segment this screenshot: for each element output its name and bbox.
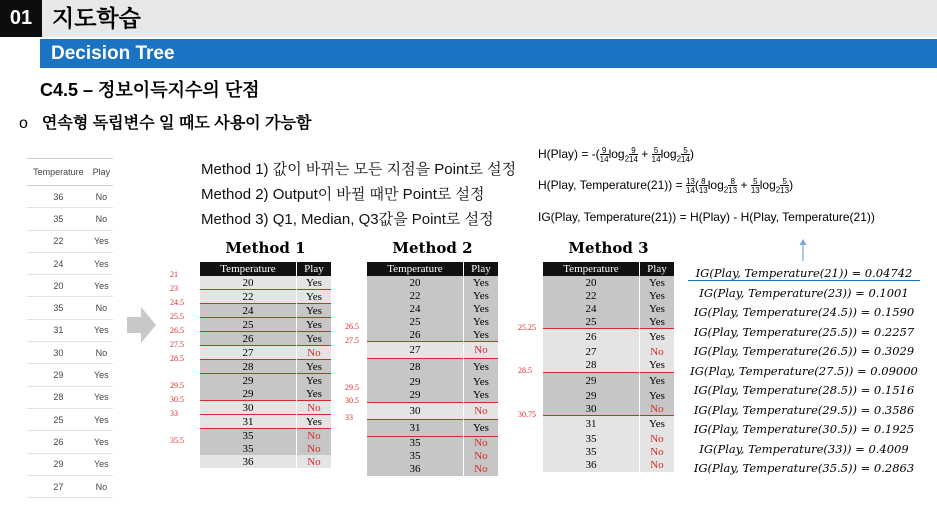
temperature-cell: 22: [200, 290, 296, 304]
temperature-cell: 26: [367, 328, 463, 342]
play-cell: No: [296, 455, 331, 468]
table-row: [200, 455, 331, 468]
temperature-cell: 22: [367, 289, 463, 302]
temperature-cell: 28: [543, 359, 639, 373]
raw-data-table: [27, 158, 113, 498]
table-row: [200, 276, 331, 290]
play-cell: No: [463, 436, 498, 450]
play-cell: Yes: [463, 359, 498, 376]
temperature-cell: 29: [543, 372, 639, 389]
temperature-cell: 24: [543, 302, 639, 315]
bullet-text: 연속형 독립변수 일 때도 사용이 가능함: [41, 115, 312, 132]
temperature-cell: 20: [27, 275, 90, 297]
col-header: Play: [639, 262, 674, 276]
ig-value: IG(Play, Temperature(33)) = 0.4009: [699, 441, 909, 456]
ig-value: IG(Play, Temperature(29.5)) = 0.3586: [693, 402, 915, 417]
table-row: [200, 429, 331, 443]
threshold-label: 29.5: [345, 383, 359, 392]
threshold-label: 33: [170, 409, 178, 418]
play-cell: No: [90, 297, 113, 319]
play-cell: No: [639, 459, 674, 472]
play-cell: Yes: [90, 408, 113, 430]
table-row: [200, 387, 331, 401]
table-row: [27, 319, 113, 341]
temperature-cell: 30: [200, 401, 296, 415]
play-cell: Yes: [90, 252, 113, 274]
temperature-cell: 30: [27, 342, 90, 364]
ig-value: IG(Play, Temperature(21)) = 0.04742: [688, 266, 920, 281]
play-cell: Yes: [463, 328, 498, 342]
play-cell: Yes: [90, 275, 113, 297]
temperature-cell: 31: [200, 415, 296, 429]
play-cell: Yes: [639, 276, 674, 289]
table-row: [27, 453, 113, 475]
table-row: [27, 208, 113, 230]
table-row: [200, 374, 331, 388]
table-row: [543, 459, 674, 472]
temperature-cell: 26: [27, 431, 90, 453]
temperature-cell: 30: [367, 402, 463, 419]
table-row: [543, 416, 674, 433]
play-cell: No: [296, 442, 331, 455]
table-row: [27, 364, 113, 386]
temperature-cell: 35: [367, 450, 463, 463]
table-row: [367, 463, 498, 476]
h-play-temp-formula: H(Play, Temperature(21)) = $\frac{13}{14}(\frac{8}{13}\log_2\frac{8}{13} + \frac{5}{13}\log_2\frac{5}{13})$: [538, 177, 794, 195]
play-cell: Yes: [463, 289, 498, 302]
table-row: [27, 475, 113, 497]
method-2-title: Method 2: [392, 239, 473, 257]
table-row: [543, 433, 674, 446]
play-cell: No: [90, 186, 113, 208]
table-row: [27, 230, 113, 252]
temperature-cell: 31: [543, 416, 639, 433]
table-row: [367, 376, 498, 389]
col-header: Play: [296, 262, 331, 276]
table-row: [543, 402, 674, 416]
table-row: [27, 386, 113, 408]
temperature-cell: 36: [200, 455, 296, 468]
temperature-cell: 35: [27, 208, 90, 230]
table-row: [200, 318, 331, 332]
h-play-formula: H(Play) = $-(\frac{9}{14}\log_2\frac{9}{14} + \frac{5}{14}\log_2\frac{5}{14})$: [538, 146, 694, 164]
temperature-cell: 35: [200, 442, 296, 455]
play-cell: Yes: [296, 290, 331, 304]
method-1-text: Method 1) 값이 바뀌는 모든 지점을 Point로 설정: [201, 161, 517, 178]
table-row: [543, 276, 674, 289]
threshold-label: 26.5: [170, 326, 184, 335]
table-row: [543, 372, 674, 389]
play-cell: Yes: [90, 364, 113, 386]
play-cell: Yes: [296, 304, 331, 318]
play-cell: No: [639, 446, 674, 459]
right-arrow-icon: [127, 305, 157, 345]
table-row: [367, 276, 498, 289]
threshold-label: 25.25: [518, 323, 536, 332]
temperature-cell: 29: [27, 453, 90, 475]
temperature-cell: 22: [543, 289, 639, 302]
ig-value: IG(Play, Temperature(30.5)) = 0.1925: [693, 422, 915, 436]
temperature-cell: 29: [200, 387, 296, 401]
play-cell: Yes: [90, 230, 113, 252]
method-1-title: Method 1: [225, 239, 306, 257]
play-cell: Yes: [90, 386, 113, 408]
play-cell: Yes: [639, 289, 674, 302]
threshold-label: 23: [170, 284, 178, 293]
play-cell: No: [90, 208, 113, 230]
bullet-marker: o: [19, 115, 28, 132]
play-cell: No: [90, 475, 113, 497]
play-cell: Yes: [90, 431, 113, 453]
temperature-cell: 20: [367, 276, 463, 289]
table-row: [200, 360, 331, 374]
table-row: [200, 332, 331, 346]
temperature-cell: 30: [543, 402, 639, 416]
play-cell: Yes: [463, 419, 498, 436]
play-cell: Yes: [296, 374, 331, 388]
table-row: [367, 289, 498, 302]
method-1-table: [200, 262, 331, 468]
table-row: [200, 401, 331, 415]
table-row: [367, 342, 498, 359]
temperature-cell: 22: [27, 230, 90, 252]
section-number: 01: [0, 0, 42, 37]
ig-definition: IG(Play, Temperature(21)) = H(Play) - H(Play, Temperature(21)): [538, 210, 875, 224]
play-cell: Yes: [90, 319, 113, 341]
temperature-cell: 35: [27, 297, 90, 319]
col-header: Temperature: [367, 262, 463, 276]
col-header-play: Play: [90, 159, 113, 186]
ig-value: IG(Play, Temperature(24.5)) = 0.1590: [693, 305, 915, 319]
temperature-cell: 29: [367, 389, 463, 403]
threshold-label: 33: [345, 413, 353, 422]
method-3-title: Method 3: [568, 239, 649, 257]
table-row: [200, 346, 331, 360]
play-cell: Yes: [639, 416, 674, 433]
temperature-cell: 28: [200, 360, 296, 374]
play-cell: No: [296, 401, 331, 415]
temperature-cell: 36: [27, 186, 90, 208]
ig-value: IG(Play, Temperature(23)) = 0.1001: [699, 285, 909, 300]
table-row: [543, 302, 674, 315]
play-cell: Yes: [296, 360, 331, 374]
col-header: Temperature: [200, 262, 296, 276]
play-cell: No: [296, 429, 331, 443]
threshold-label: 25.5: [170, 312, 184, 321]
method-2-table: [367, 262, 498, 476]
table-row: [27, 186, 113, 208]
col-header: Temperature: [543, 262, 639, 276]
col-header: Play: [463, 262, 498, 276]
threshold-label: 24.5: [170, 298, 184, 307]
play-cell: Yes: [639, 302, 674, 315]
table-row: [367, 328, 498, 342]
temperature-cell: 25: [200, 318, 296, 332]
subheader-bar: Decision Tree: [40, 39, 937, 68]
table-row: [543, 289, 674, 302]
temperature-cell: 36: [543, 459, 639, 472]
threshold-label: 28.5: [518, 366, 532, 375]
play-cell: No: [463, 463, 498, 476]
temperature-cell: 25: [27, 408, 90, 430]
method-3-text: Method 3) Q1, Median, Q3값을 Point로 설정: [201, 211, 494, 228]
threshold-label: 30.5: [345, 396, 359, 405]
table-row: [543, 315, 674, 329]
play-cell: Yes: [639, 389, 674, 402]
temperature-cell: 24: [27, 252, 90, 274]
play-cell: Yes: [639, 315, 674, 329]
table-row: [367, 315, 498, 328]
threshold-label: 21: [170, 270, 178, 279]
temperature-cell: 26: [543, 329, 639, 346]
table-row: [367, 436, 498, 450]
col-header-temperature: Temperature: [27, 159, 90, 186]
threshold-label: 28.5: [170, 354, 184, 363]
table-row: [367, 302, 498, 315]
temperature-cell: 28: [27, 386, 90, 408]
ig-value: IG(Play, Temperature(26.5)) = 0.3029: [693, 344, 915, 358]
temperature-cell: 31: [367, 419, 463, 436]
temperature-cell: 26: [200, 332, 296, 346]
table-row: [200, 442, 331, 455]
play-cell: Yes: [296, 415, 331, 429]
play-cell: No: [463, 450, 498, 463]
play-cell: No: [639, 433, 674, 446]
table-row: [367, 450, 498, 463]
temperature-cell: 36: [367, 463, 463, 476]
temperature-cell: 35: [367, 436, 463, 450]
temperature-cell: 31: [27, 319, 90, 341]
play-cell: Yes: [463, 389, 498, 403]
play-cell: Yes: [463, 276, 498, 289]
temperature-cell: 29: [367, 376, 463, 389]
table-row: [543, 389, 674, 402]
threshold-label: 26.5: [345, 322, 359, 331]
temperature-cell: 29: [200, 374, 296, 388]
play-cell: Yes: [296, 318, 331, 332]
play-cell: No: [463, 402, 498, 419]
play-cell: No: [90, 342, 113, 364]
ig-value: IG(Play, Temperature(28.5)) = 0.1516: [693, 383, 915, 397]
play-cell: Yes: [639, 372, 674, 389]
method-3-table: [543, 262, 674, 472]
threshold-label: 35.5: [170, 436, 184, 445]
table-row: [27, 408, 113, 430]
temperature-cell: 27: [543, 346, 639, 359]
table-row: [27, 252, 113, 274]
play-cell: Yes: [90, 453, 113, 475]
up-arrow-icon: [797, 238, 809, 262]
table-row: [543, 446, 674, 459]
play-cell: No: [639, 346, 674, 359]
play-cell: No: [296, 346, 331, 360]
temperature-cell: 35: [200, 429, 296, 443]
threshold-label: 30.5: [170, 395, 184, 404]
bullet-line: [19, 110, 311, 133]
play-cell: Yes: [639, 359, 674, 373]
temperature-cell: 27: [367, 342, 463, 359]
temperature-cell: 29: [543, 389, 639, 402]
table-row: [367, 419, 498, 436]
play-cell: Yes: [296, 332, 331, 346]
table-row: [367, 359, 498, 376]
play-cell: Yes: [639, 329, 674, 346]
ig-value: IG(Play, Temperature(27.5)) = 0.09000: [690, 363, 918, 378]
temperature-cell: 35: [543, 446, 639, 459]
temperature-cell: 27: [200, 346, 296, 360]
temperature-cell: 25: [543, 315, 639, 329]
table-row: [543, 346, 674, 359]
threshold-label: 29.5: [170, 381, 184, 390]
table-row: [367, 389, 498, 403]
table-row: [200, 304, 331, 318]
section-title: C4.5 – 정보이득지수의 단점: [40, 80, 260, 100]
play-cell: Yes: [463, 376, 498, 389]
table-row: [27, 275, 113, 297]
ig-value: IG(Play, Temperature(25.5)) = 0.2257: [693, 324, 915, 339]
table-row: [27, 431, 113, 453]
temperature-cell: 20: [543, 276, 639, 289]
method-2-text: Method 2) Output이 바뀔 때만 Point로 설정: [201, 186, 485, 203]
table-row: [27, 297, 113, 319]
temperature-cell: 28: [367, 359, 463, 376]
play-cell: Yes: [463, 315, 498, 328]
method-list: [201, 157, 516, 232]
table-row: [543, 359, 674, 373]
temperature-cell: 29: [27, 364, 90, 386]
play-cell: No: [639, 402, 674, 416]
play-cell: Yes: [296, 387, 331, 401]
threshold-label: 27.5: [170, 340, 184, 349]
temperature-cell: 24: [200, 304, 296, 318]
table-row: [200, 290, 331, 304]
temperature-cell: 35: [543, 433, 639, 446]
temperature-cell: 27: [27, 475, 90, 497]
table-row: [367, 402, 498, 419]
temperature-cell: 24: [367, 302, 463, 315]
table-row: [543, 329, 674, 346]
play-cell: Yes: [463, 302, 498, 315]
play-cell: Yes: [296, 276, 331, 290]
table-row: [200, 415, 331, 429]
threshold-label: 27.5: [345, 336, 359, 345]
threshold-label: 30.75: [518, 410, 536, 419]
play-cell: No: [463, 342, 498, 359]
table-row: [27, 342, 113, 364]
ig-value: IG(Play, Temperature(35.5)) = 0.2863: [693, 461, 915, 475]
page-title: 지도학습: [52, 5, 141, 31]
temperature-cell: 25: [367, 315, 463, 328]
temperature-cell: 20: [200, 276, 296, 290]
